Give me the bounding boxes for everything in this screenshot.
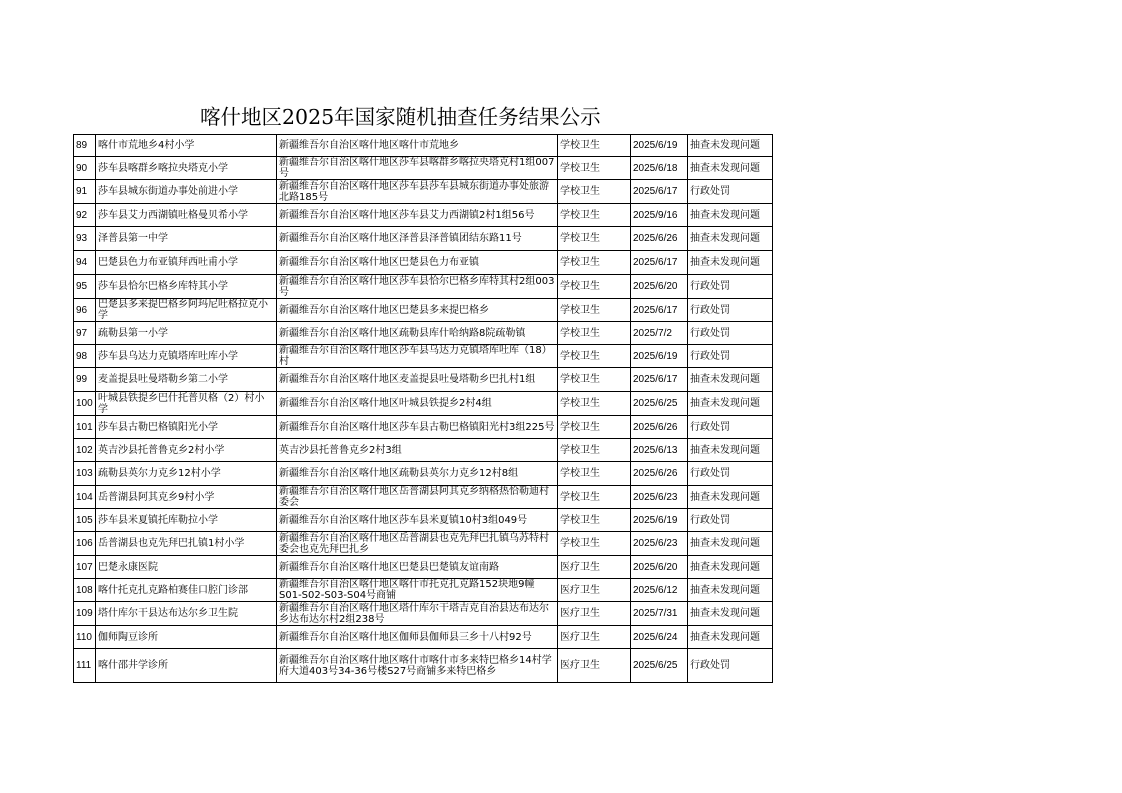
unit-address-cell: 新疆维吾尔自治区喀什地区喀什市喀什市多来特巴格乡14村学府大道403号34-36号楼S27号商铺多来特巴格乡: [277, 649, 558, 683]
table-row: [74, 345, 773, 368]
inspection-date-cell: 2025/6/26: [631, 462, 688, 486]
row-number-cell: 91: [74, 180, 96, 204]
inspection-result-cell: 行政处罚: [688, 345, 773, 368]
table-row: [74, 462, 773, 486]
inspection-result-cell: 抽查未发现问题: [688, 157, 773, 180]
unit-address-cell: 新疆维吾尔自治区喀什地区莎车县恰尔巴格乡库特其村2组003号: [277, 275, 558, 299]
unit-name-cell: 莎车县恰尔巴格乡库特其小学: [96, 275, 277, 299]
unit-name-cell: 疏勒县第一小学: [96, 322, 277, 345]
unit-address-cell: 新疆维吾尔自治区喀什地区莎车县莎车县城东街道办事处旅游北路185号: [277, 180, 558, 204]
unit-address-cell: 新疆维吾尔自治区喀什地区喀什市托克扎克路152块地9幢S01-S02-S03-S04号商铺: [277, 579, 558, 602]
inspection-result-cell: 抽查未发现问题: [688, 556, 773, 579]
unit-name-cell: 喀什邵井学诊所: [96, 649, 277, 683]
inspection-result-cell: 抽查未发现问题: [688, 532, 773, 556]
inspection-result-cell: 行政处罚: [688, 462, 773, 486]
unit-name-cell: 莎车县乌达力克镇塔库吐库小学: [96, 345, 277, 368]
row-number-cell: 90: [74, 157, 96, 180]
inspection-result-cell: 行政处罚: [688, 275, 773, 299]
inspection-result-cell: 抽查未发现问题: [688, 135, 773, 157]
unit-address-cell: 新疆维吾尔自治区喀什地区泽普县泽普镇团结东路11号: [277, 227, 558, 251]
inspection-category-cell: 学校卫生: [558, 462, 631, 486]
row-number-cell: 96: [74, 299, 96, 322]
inspection-category-cell: 医疗卫生: [558, 649, 631, 683]
table-row: [74, 486, 773, 509]
unit-address-cell: 新疆维吾尔自治区喀什地区莎车县米夏镇10村3组049号: [277, 509, 558, 532]
unit-address-cell: 新疆维吾尔自治区喀什地区麦盖提县吐曼塔勒乡巴扎村1组: [277, 368, 558, 392]
inspection-result-cell: 行政处罚: [688, 299, 773, 322]
unit-address-cell: 新疆维吾尔自治区喀什地区岳普湖县阿其克乡纳格热恰勒迪村委会: [277, 486, 558, 509]
inspection-date-cell: 2025/6/24: [631, 626, 688, 649]
row-number-cell: 98: [74, 345, 96, 368]
unit-address-cell: 新疆维吾尔自治区喀什地区巴楚县色力布亚镇: [277, 251, 558, 275]
row-number-cell: 100: [74, 392, 96, 416]
unit-address-cell: 新疆维吾尔自治区喀什地区岳普湖县也克先拜巴扎镇乌苏特村委会也克先拜巴扎乡: [277, 532, 558, 556]
results-table-body: [74, 135, 773, 683]
inspection-result-cell: 抽查未发现问题: [688, 392, 773, 416]
unit-name-cell: 岳普湖县也克先拜巴扎镇1村小学: [96, 532, 277, 556]
table-row: [74, 180, 773, 204]
table-row: [74, 602, 773, 626]
inspection-result-cell: 抽查未发现问题: [688, 626, 773, 649]
inspection-category-cell: 学校卫生: [558, 157, 631, 180]
table-row: [74, 626, 773, 649]
inspection-category-cell: 医疗卫生: [558, 626, 631, 649]
inspection-category-cell: 医疗卫生: [558, 579, 631, 602]
inspection-category-cell: 学校卫生: [558, 275, 631, 299]
inspection-result-cell: 抽查未发现问题: [688, 602, 773, 626]
row-number-cell: 94: [74, 251, 96, 275]
table-row: [74, 392, 773, 416]
inspection-date-cell: 2025/6/20: [631, 275, 688, 299]
table-row: [74, 204, 773, 227]
inspection-date-cell: 2025/6/20: [631, 556, 688, 579]
unit-address-cell: 新疆维吾尔自治区喀什地区莎车县喀群乡喀拉央塔克村1组007号: [277, 157, 558, 180]
inspection-result-cell: 抽查未发现问题: [688, 204, 773, 227]
inspection-date-cell: 2025/6/19: [631, 345, 688, 368]
inspection-category-cell: 学校卫生: [558, 486, 631, 509]
inspection-date-cell: 2025/6/17: [631, 180, 688, 204]
row-number-cell: 92: [74, 204, 96, 227]
unit-name-cell: 莎车县艾力西湖镇吐格曼贝希小学: [96, 204, 277, 227]
unit-name-cell: 巴楚县色力布亚镇拜西吐甫小学: [96, 251, 277, 275]
inspection-date-cell: 2025/6/26: [631, 227, 688, 251]
table-row: [74, 368, 773, 392]
inspection-date-cell: 2025/6/19: [631, 509, 688, 532]
inspection-category-cell: 学校卫生: [558, 299, 631, 322]
inspection-date-cell: 2025/6/26: [631, 416, 688, 439]
inspection-result-cell: 行政处罚: [688, 416, 773, 439]
inspection-category-cell: 学校卫生: [558, 135, 631, 157]
table-row: [74, 275, 773, 299]
unit-address-cell: 新疆维吾尔自治区喀什地区莎车县艾力西湖镇2村1组56号: [277, 204, 558, 227]
unit-name-cell: 塔什库尔干县达布达尔乡卫生院: [96, 602, 277, 626]
inspection-date-cell: 2025/6/12: [631, 579, 688, 602]
row-number-cell: 95: [74, 275, 96, 299]
inspection-date-cell: 2025/6/17: [631, 251, 688, 275]
table-row: [74, 416, 773, 439]
table-row: [74, 579, 773, 602]
inspection-date-cell: 2025/6/19: [631, 135, 688, 157]
table-row: [74, 532, 773, 556]
row-number-cell: 93: [74, 227, 96, 251]
row-number-cell: 99: [74, 368, 96, 392]
inspection-date-cell: 2025/6/25: [631, 392, 688, 416]
inspection-category-cell: 学校卫生: [558, 509, 631, 532]
inspection-result-cell: 行政处罚: [688, 180, 773, 204]
unit-name-cell: 莎车县城东街道办事处前进小学: [96, 180, 277, 204]
unit-address-cell: 英吉沙县托普鲁克乡2村3组: [277, 439, 558, 462]
unit-name-cell: 喀什市荒地乡4村小学: [96, 135, 277, 157]
row-number-cell: 106: [74, 532, 96, 556]
unit-name-cell: 莎车县古勒巴格镇阳光小学: [96, 416, 277, 439]
unit-name-cell: 英吉沙县托普鲁克乡2村小学: [96, 439, 277, 462]
page-title: 喀什地区2025年国家随机抽查任务结果公示: [200, 105, 601, 129]
table-row: [74, 556, 773, 579]
results-table: [73, 134, 773, 683]
row-number-cell: 89: [74, 135, 96, 157]
row-number-cell: 101: [74, 416, 96, 439]
inspection-date-cell: 2025/6/17: [631, 299, 688, 322]
table-row: [74, 439, 773, 462]
unit-address-cell: 新疆维吾尔自治区喀什地区叶城县铁提乡2村4组: [277, 392, 558, 416]
table-row: [74, 299, 773, 322]
unit-address-cell: 新疆维吾尔自治区喀什地区巴楚县多来提巴格乡: [277, 299, 558, 322]
row-number-cell: 108: [74, 579, 96, 602]
table-row: [74, 322, 773, 345]
inspection-date-cell: 2025/6/25: [631, 649, 688, 683]
unit-name-cell: 叶城县铁提乡巴什托普贝格（2）村小学: [96, 392, 277, 416]
unit-address-cell: 新疆维吾尔自治区喀什地区莎车县古勒巴格镇阳光村3组225号: [277, 416, 558, 439]
inspection-result-cell: 抽查未发现问题: [688, 439, 773, 462]
inspection-date-cell: 2025/9/16: [631, 204, 688, 227]
unit-name-cell: 喀什托克扎克路柏赛佳口腔门诊部: [96, 579, 277, 602]
inspection-result-cell: 抽查未发现问题: [688, 251, 773, 275]
inspection-result-cell: 行政处罚: [688, 509, 773, 532]
inspection-category-cell: 学校卫生: [558, 416, 631, 439]
inspection-date-cell: 2025/7/31: [631, 602, 688, 626]
unit-name-cell: 巴楚永康医院: [96, 556, 277, 579]
inspection-date-cell: 2025/6/23: [631, 532, 688, 556]
row-number-cell: 104: [74, 486, 96, 509]
inspection-category-cell: 学校卫生: [558, 227, 631, 251]
row-number-cell: 105: [74, 509, 96, 532]
unit-address-cell: 新疆维吾尔自治区喀什地区疏勒县英尔力克乡12村8组: [277, 462, 558, 486]
inspection-category-cell: 学校卫生: [558, 532, 631, 556]
unit-name-cell: 莎车县米夏镇托库勒拉小学: [96, 509, 277, 532]
inspection-date-cell: 2025/6/23: [631, 486, 688, 509]
unit-name-cell: 伽师陶豆诊所: [96, 626, 277, 649]
table-row: [74, 649, 773, 683]
table-row: [74, 157, 773, 180]
row-number-cell: 107: [74, 556, 96, 579]
inspection-category-cell: 学校卫生: [558, 345, 631, 368]
row-number-cell: 97: [74, 322, 96, 345]
inspection-result-cell: 行政处罚: [688, 649, 773, 683]
inspection-result-cell: 抽查未发现问题: [688, 486, 773, 509]
table-row: [74, 227, 773, 251]
row-number-cell: 109: [74, 602, 96, 626]
inspection-result-cell: 行政处罚: [688, 322, 773, 345]
inspection-date-cell: 2025/6/18: [631, 157, 688, 180]
inspection-category-cell: 学校卫生: [558, 251, 631, 275]
inspection-date-cell: 2025/6/13: [631, 439, 688, 462]
inspection-category-cell: 学校卫生: [558, 204, 631, 227]
unit-name-cell: 莎车县喀群乡喀拉央塔克小学: [96, 157, 277, 180]
unit-name-cell: 泽普县第一中学: [96, 227, 277, 251]
unit-address-cell: 新疆维吾尔自治区喀什地区伽师县伽师县三乡十八村92号: [277, 626, 558, 649]
table-row: [74, 251, 773, 275]
inspection-result-cell: 抽查未发现问题: [688, 368, 773, 392]
unit-address-cell: 新疆维吾尔自治区喀什地区巴楚县巴楚镇友谊南路: [277, 556, 558, 579]
unit-address-cell: 新疆维吾尔自治区喀什地区疏勒县库什哈纳路8院疏勒镇: [277, 322, 558, 345]
row-number-cell: 102: [74, 439, 96, 462]
inspection-result-cell: 抽查未发现问题: [688, 579, 773, 602]
inspection-category-cell: 学校卫生: [558, 180, 631, 204]
row-number-cell: 110: [74, 626, 96, 649]
inspection-category-cell: 医疗卫生: [558, 556, 631, 579]
row-number-cell: 111: [74, 649, 96, 683]
unit-address-cell: 新疆维吾尔自治区喀什地区莎车县乌达力克镇塔库吐库（18）村: [277, 345, 558, 368]
unit-address-cell: 新疆维吾尔自治区喀什地区喀什市荒地乡: [277, 135, 558, 157]
inspection-result-cell: 抽查未发现问题: [688, 227, 773, 251]
unit-address-cell: 新疆维吾尔自治区喀什地区塔什库尔干塔吉克自治县达布达尔乡达布达尔村2组238号: [277, 602, 558, 626]
table-row: [74, 135, 773, 157]
inspection-date-cell: 2025/7/2: [631, 322, 688, 345]
inspection-category-cell: 学校卫生: [558, 322, 631, 345]
unit-name-cell: 疏勒县英尔力克乡12村小学: [96, 462, 277, 486]
inspection-category-cell: 学校卫生: [558, 439, 631, 462]
table-row: [74, 509, 773, 532]
inspection-category-cell: 学校卫生: [558, 368, 631, 392]
unit-name-cell: 巴楚县多来提巴格乡阿玛尼吐格拉克小学: [96, 299, 277, 322]
unit-name-cell: 岳普湖县阿其克乡9村小学: [96, 486, 277, 509]
inspection-date-cell: 2025/6/17: [631, 368, 688, 392]
row-number-cell: 103: [74, 462, 96, 486]
inspection-category-cell: 学校卫生: [558, 392, 631, 416]
unit-name-cell: 麦盖提县吐曼塔勒乡第二小学: [96, 368, 277, 392]
inspection-category-cell: 医疗卫生: [558, 602, 631, 626]
